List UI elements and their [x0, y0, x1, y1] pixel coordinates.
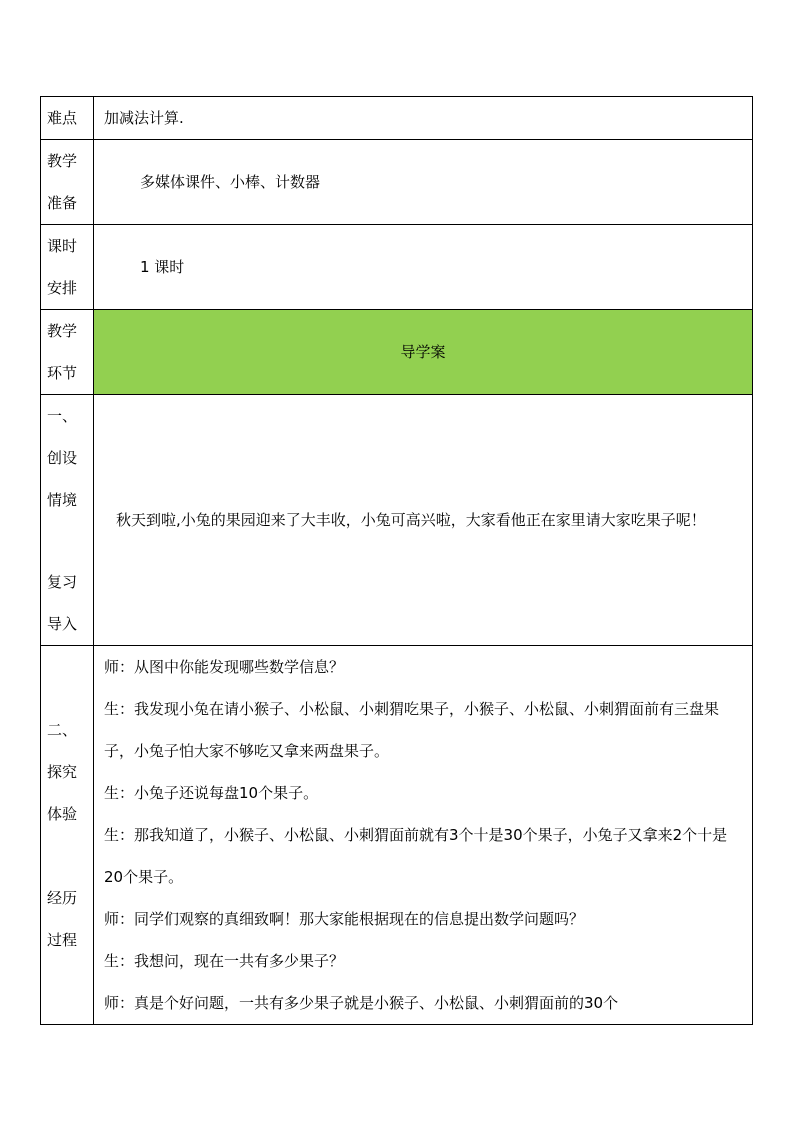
dialogue-line: 师：同学们观察的真细致啊！那大家能根据现在的信息提出数学问题吗？ — [104, 910, 585, 928]
content-preparation: 多媒体课件、小棒、计数器 — [94, 140, 753, 225]
content-section-two — [94, 646, 753, 1025]
row-section-one — [41, 395, 753, 646]
row-phase-header — [41, 310, 753, 395]
label-section-one: 一、 创设 情境 复习 导入 — [41, 395, 94, 646]
dialogue-line: 生：我想问，现在一共有多少果子？ — [104, 952, 345, 970]
content-schedule: 1 课时 — [94, 225, 753, 310]
label-difficulty: 难点 — [41, 97, 94, 140]
label-phase: 教学 环节 — [41, 310, 94, 395]
row-schedule — [41, 225, 753, 310]
row-preparation — [41, 140, 753, 225]
section-one-paragraph: 秋天到啦,小兔的果园迎来了大丰收，小兔可高兴啦，大家看他正在家里请大家吃果子呢！ — [116, 511, 706, 529]
content-difficulty: 加减法计算. — [94, 97, 753, 140]
label-section-two: 二、 探究 体验 经历 过程 — [41, 646, 94, 1025]
label-preparation: 教学 准备 — [41, 140, 94, 225]
dialogue-line: 生：小兔子还说每盘10个果子。 — [104, 784, 319, 802]
dialogue-line: 师：真是个好问题，一共有多少果子就是小猴子、小松鼠、小刺猬面前的30个 — [104, 994, 619, 1012]
dialogue-line: 生：我发现小兔在请小猴子、小松鼠、小刺猬吃果子，小猴子、小松鼠、小刺猬面前有三盘果子，小兔子怕大家不够吃又拿来两盘果子。 — [104, 700, 720, 760]
content-section-one — [94, 395, 753, 646]
guide-plan-header: 导学案 — [94, 310, 753, 395]
dialogue-line: 生：那我知道了，小猴子、小松鼠、小刺猬面前就有3个十是30个果子，小兔子又拿来2个十是20个果子。 — [104, 826, 728, 886]
lesson-plan-table — [40, 96, 753, 1025]
row-difficulty — [41, 97, 753, 140]
row-section-two — [41, 646, 753, 1025]
dialogue-line: 师：从图中你能发现哪些数学信息？ — [104, 658, 345, 676]
label-schedule: 课时 安排 — [41, 225, 94, 310]
